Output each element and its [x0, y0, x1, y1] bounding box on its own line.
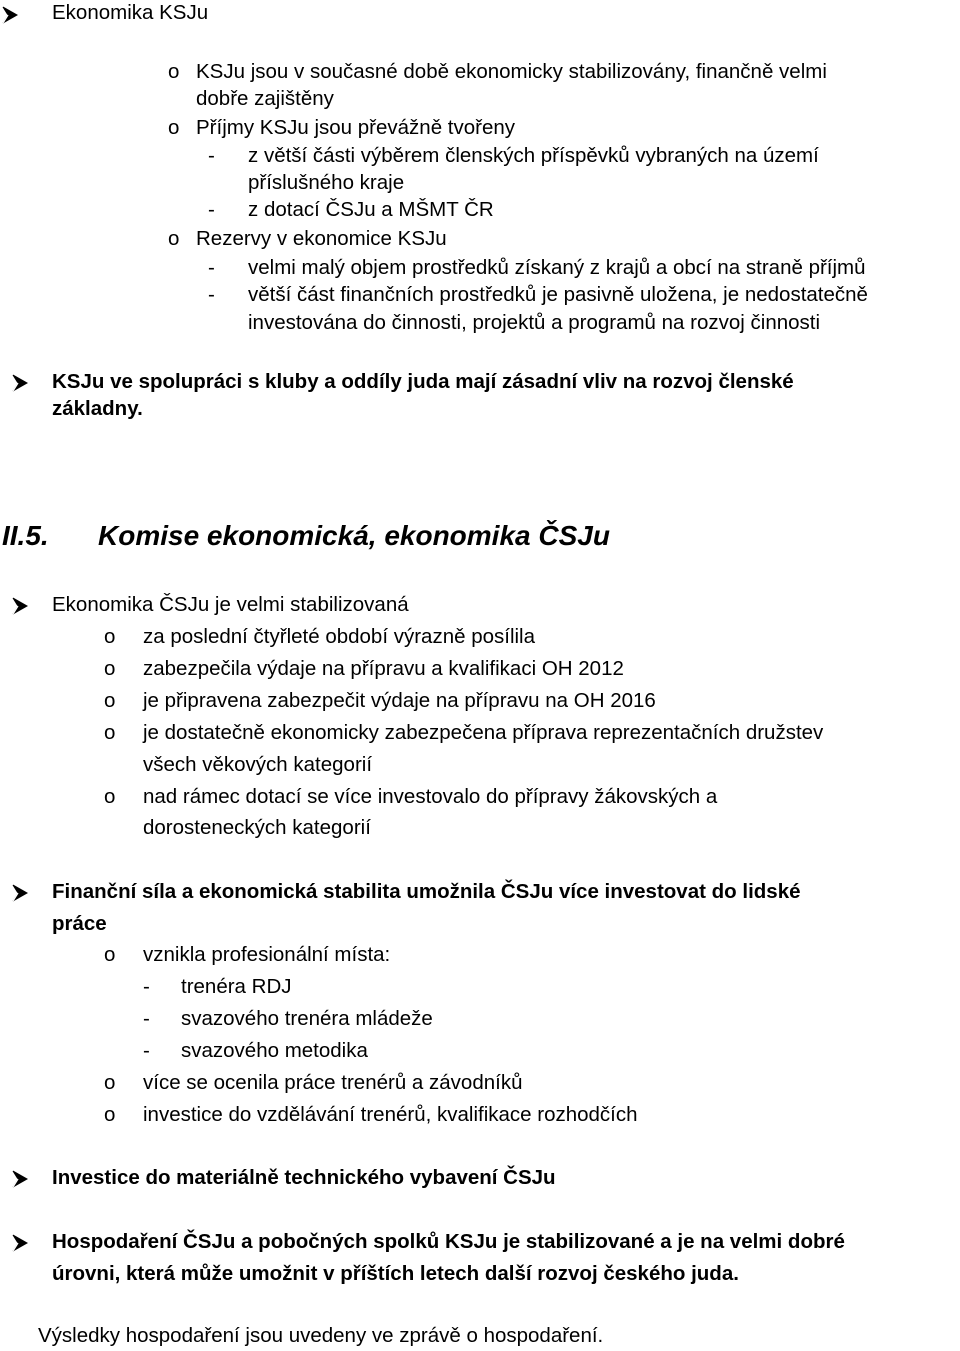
bullet-marker: o — [168, 60, 180, 83]
list-item-text: vznikla profesionální místa: — [143, 943, 391, 966]
arrow-bullet-icon — [2, 6, 18, 24]
dash-marker: - — [208, 198, 215, 221]
chapter-title: Komise ekonomická, ekonomika ČSJu — [98, 520, 610, 551]
list-item-text: zabezpečila výdaje na přípravu a kvalifikaci OH 2012 — [143, 657, 624, 680]
section-heading: Investice do materiálně technického vybavení ČSJu — [52, 1166, 556, 1189]
statement-text: úrovni, která může umožnit v příštích letech další rozvoj českého juda. — [52, 1262, 739, 1285]
bullet-marker: o — [104, 943, 116, 966]
list-item-text: dobře zajištěny — [196, 87, 334, 110]
section-heading: práce — [52, 912, 107, 935]
bullet-marker: o — [104, 657, 116, 680]
list-item-text: všech věkových kategorií — [143, 753, 373, 776]
sub-item-text: z dotací ČSJu a MŠMT ČR — [248, 198, 494, 221]
bullet-marker: o — [104, 1103, 116, 1126]
dash-marker: - — [143, 1007, 150, 1030]
list-item-text: je dostatečně ekonomicky zabezpečena příprava reprezentačních družstev — [143, 721, 824, 744]
sub-item-text: velmi malý objem prostředků získaný z krajů a obcí na straně příjmů — [248, 256, 866, 279]
sub-item-text: příslušného kraje — [248, 171, 405, 194]
bullet-marker: o — [104, 625, 116, 648]
arrow-bullet-icon — [12, 884, 28, 902]
bullet-marker: o — [104, 785, 116, 808]
list-item-text: investice do vzdělávání trenérů, kvalifikace rozhodčích — [143, 1103, 638, 1126]
bullet-marker: o — [104, 689, 116, 712]
dash-marker: - — [208, 144, 215, 167]
list-item-text: více se ocenila práce trenérů a závodníků — [143, 1071, 523, 1094]
statement-text: základny. — [52, 397, 143, 420]
statement-text: Hospodaření ČSJu a pobočných spolků KSJu je stabilizované a je na velmi dobré — [52, 1230, 845, 1253]
arrow-bullet-icon — [12, 374, 28, 392]
list-item-text: je připravena zabezpečit výdaje na přípravu na OH 2016 — [143, 689, 656, 712]
sub-item-text: větší část finančních prostředků je pasivně uložena, je nedostatečně — [248, 283, 868, 306]
arrow-bullet-icon — [12, 597, 28, 615]
dash-marker: - — [208, 283, 215, 306]
list-item-text: KSJu jsou v současné době ekonomicky stabilizovány, finančně velmi — [196, 60, 827, 83]
statement-text: KSJu ve spolupráci s kluby a oddíly juda mají zásadní vliv na rozvoj členské — [52, 370, 794, 393]
section-heading: Finanční síla a ekonomická stabilita umožnila ČSJu více investovat do lidské — [52, 880, 801, 903]
list-item-text: dorosteneckých kategorií — [143, 816, 371, 839]
dash-marker: - — [143, 975, 150, 998]
bullet-marker: o — [104, 721, 116, 744]
sub-item-text: trenéra RDJ — [181, 975, 292, 998]
list-item-text: nad rámec dotací se více investovalo do přípravy žákovských a — [143, 785, 718, 808]
list-item-text: Rezervy v ekonomice KSJu — [196, 227, 447, 250]
footer-note: Výsledky hospodaření jsou uvedeny ve zprávě o hospodaření. — [38, 1324, 604, 1347]
arrow-bullet-icon — [12, 1170, 28, 1188]
chapter-number: II.5. — [2, 520, 49, 551]
dash-marker: - — [143, 1039, 150, 1062]
sub-item-text: svazového trenéra mládeže — [181, 1007, 433, 1030]
list-item-text: za poslední čtyřleté období výrazně posílila — [143, 625, 536, 648]
section-heading: Ekonomika ČSJu je velmi stabilizovaná — [52, 593, 409, 616]
sub-item-text: investována do činnosti, projektů a programů na rozvoj činnosti — [248, 311, 821, 334]
dash-marker: - — [208, 256, 215, 279]
bullet-marker: o — [168, 116, 180, 139]
bullet-marker: o — [104, 1071, 116, 1094]
sub-item-text: svazového metodika — [181, 1039, 368, 1062]
list-item-text: Příjmy KSJu jsou převážně tvořeny — [196, 116, 516, 139]
section-heading: Ekonomika KSJu — [52, 1, 209, 24]
arrow-bullet-icon — [12, 1234, 28, 1252]
bullet-marker: o — [168, 227, 180, 250]
sub-item-text: z větší části výběrem členských příspěvků vybraných na území — [248, 144, 819, 167]
